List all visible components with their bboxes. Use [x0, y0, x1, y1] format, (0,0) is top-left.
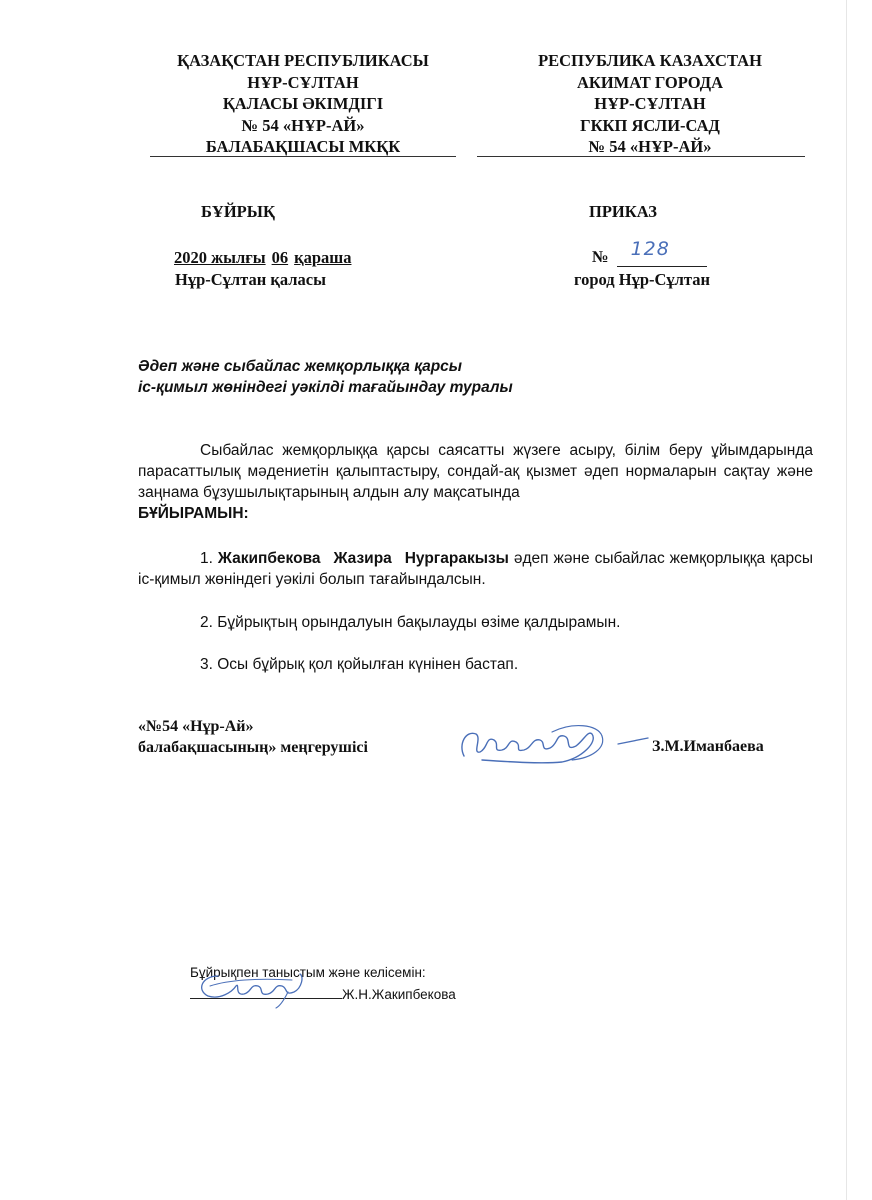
- acknowledgement-name: Ж.Н.Жакипбекова: [342, 987, 456, 1002]
- subject-line: Әдеп және сыбайлас жемқорлыққа қарсы: [138, 358, 463, 375]
- header-kz-line: НҰР-СҰЛТАН: [247, 72, 359, 92]
- header-divider-left: [150, 156, 456, 157]
- header-ru-line: АКИМАТ ГОРОДА: [576, 72, 724, 92]
- order-item-2: 2. Бұйрықтың орындалуын бақылауды өзіме қалдырамын.: [200, 614, 621, 631]
- signatory-position-line: балабақшасының» меңгерушісі: [138, 739, 368, 756]
- employee-signature-icon: [188, 966, 328, 1010]
- header-kz-line: № 54 «НҰР-АЙ»: [241, 115, 365, 135]
- header-ru-line: ГККП ЯСЛИ-САД: [580, 115, 720, 135]
- order-number-label: №: [592, 247, 609, 266]
- order-date-year: 2020 жылғы: [174, 248, 266, 267]
- order-date: [174, 248, 357, 268]
- appointee-name: Жакипбекова Жазира Нургаракызы: [217, 550, 509, 567]
- header-kz: [143, 50, 463, 158]
- header-ru-line: № 54 «НҰР-АЙ»: [588, 137, 712, 156]
- header-kz-line: ҚАЗАҚСТАН РЕСПУБЛИКАСЫ: [177, 51, 429, 70]
- order-number: [592, 238, 707, 267]
- header-kz-line: ҚАЛАСЫ ӘКІМДІГІ: [222, 94, 384, 113]
- preamble-paragraph: [138, 440, 813, 524]
- order-number-value: 128: [630, 238, 670, 260]
- subject-line: іс-қимыл жөніндегі уәкілді тағайындау туралы: [138, 379, 513, 396]
- order-place-ru: город Нұр-Сұлтан: [574, 270, 710, 289]
- header-divider-right: [477, 156, 805, 157]
- director-name: З.М.Иманбаева: [652, 738, 764, 755]
- header-ru-line: РЕСПУБЛИКА КАЗАХСТАН: [538, 51, 762, 70]
- order-title-kz: БҰЙРЫҚ: [201, 202, 275, 221]
- order-item-3: 3. Осы бұйрық қол қойылған күнінен бастап.: [200, 656, 519, 673]
- item1-text: әдеп және сыбайлас жемқорлыққа қарсы іс-қимыл жөніндегі уәкілі болып тағайындалсын.: [138, 550, 814, 588]
- signatory-title: [138, 716, 368, 758]
- header-ru: [490, 50, 810, 158]
- order-number-field: [617, 238, 707, 267]
- order-title-ru: ПРИКАЗ: [589, 202, 657, 221]
- order-item-1: [138, 548, 813, 590]
- signatory-org-line: «№54 «Нұр-Ай»: [138, 718, 254, 735]
- order-subject: [138, 356, 513, 398]
- director-signature-icon: [452, 718, 652, 768]
- preamble-text: Сыбайлас жемқорлыққа қарсы саясатты жүзеге асыру, білім беру ұйымдарында парасаттылық мәдениетін қалыптастыру, сондай-ақ қызмет әдеп нормаларын сақтау және заңнама бұзушылықтарының алдын алу мақсатында: [138, 442, 813, 501]
- acknowledgement-text: Бұйрықпен таныстым және келісемін:: [190, 965, 426, 980]
- order-date-day: 06: [271, 248, 289, 267]
- header-kz-line: БАЛАБАҚШАСЫ МКҚК: [205, 137, 401, 156]
- header-ru-line: НҰР-СҰЛТАН: [594, 94, 706, 113]
- order-date-month: қараша: [294, 248, 352, 267]
- order-place-kz: Нұр-Сұлтан қаласы: [175, 270, 326, 289]
- item1-number: 1.: [200, 550, 213, 567]
- decree-word: БҰЙЫРАМЫН:: [138, 505, 249, 522]
- scan-edge: [846, 0, 847, 1200]
